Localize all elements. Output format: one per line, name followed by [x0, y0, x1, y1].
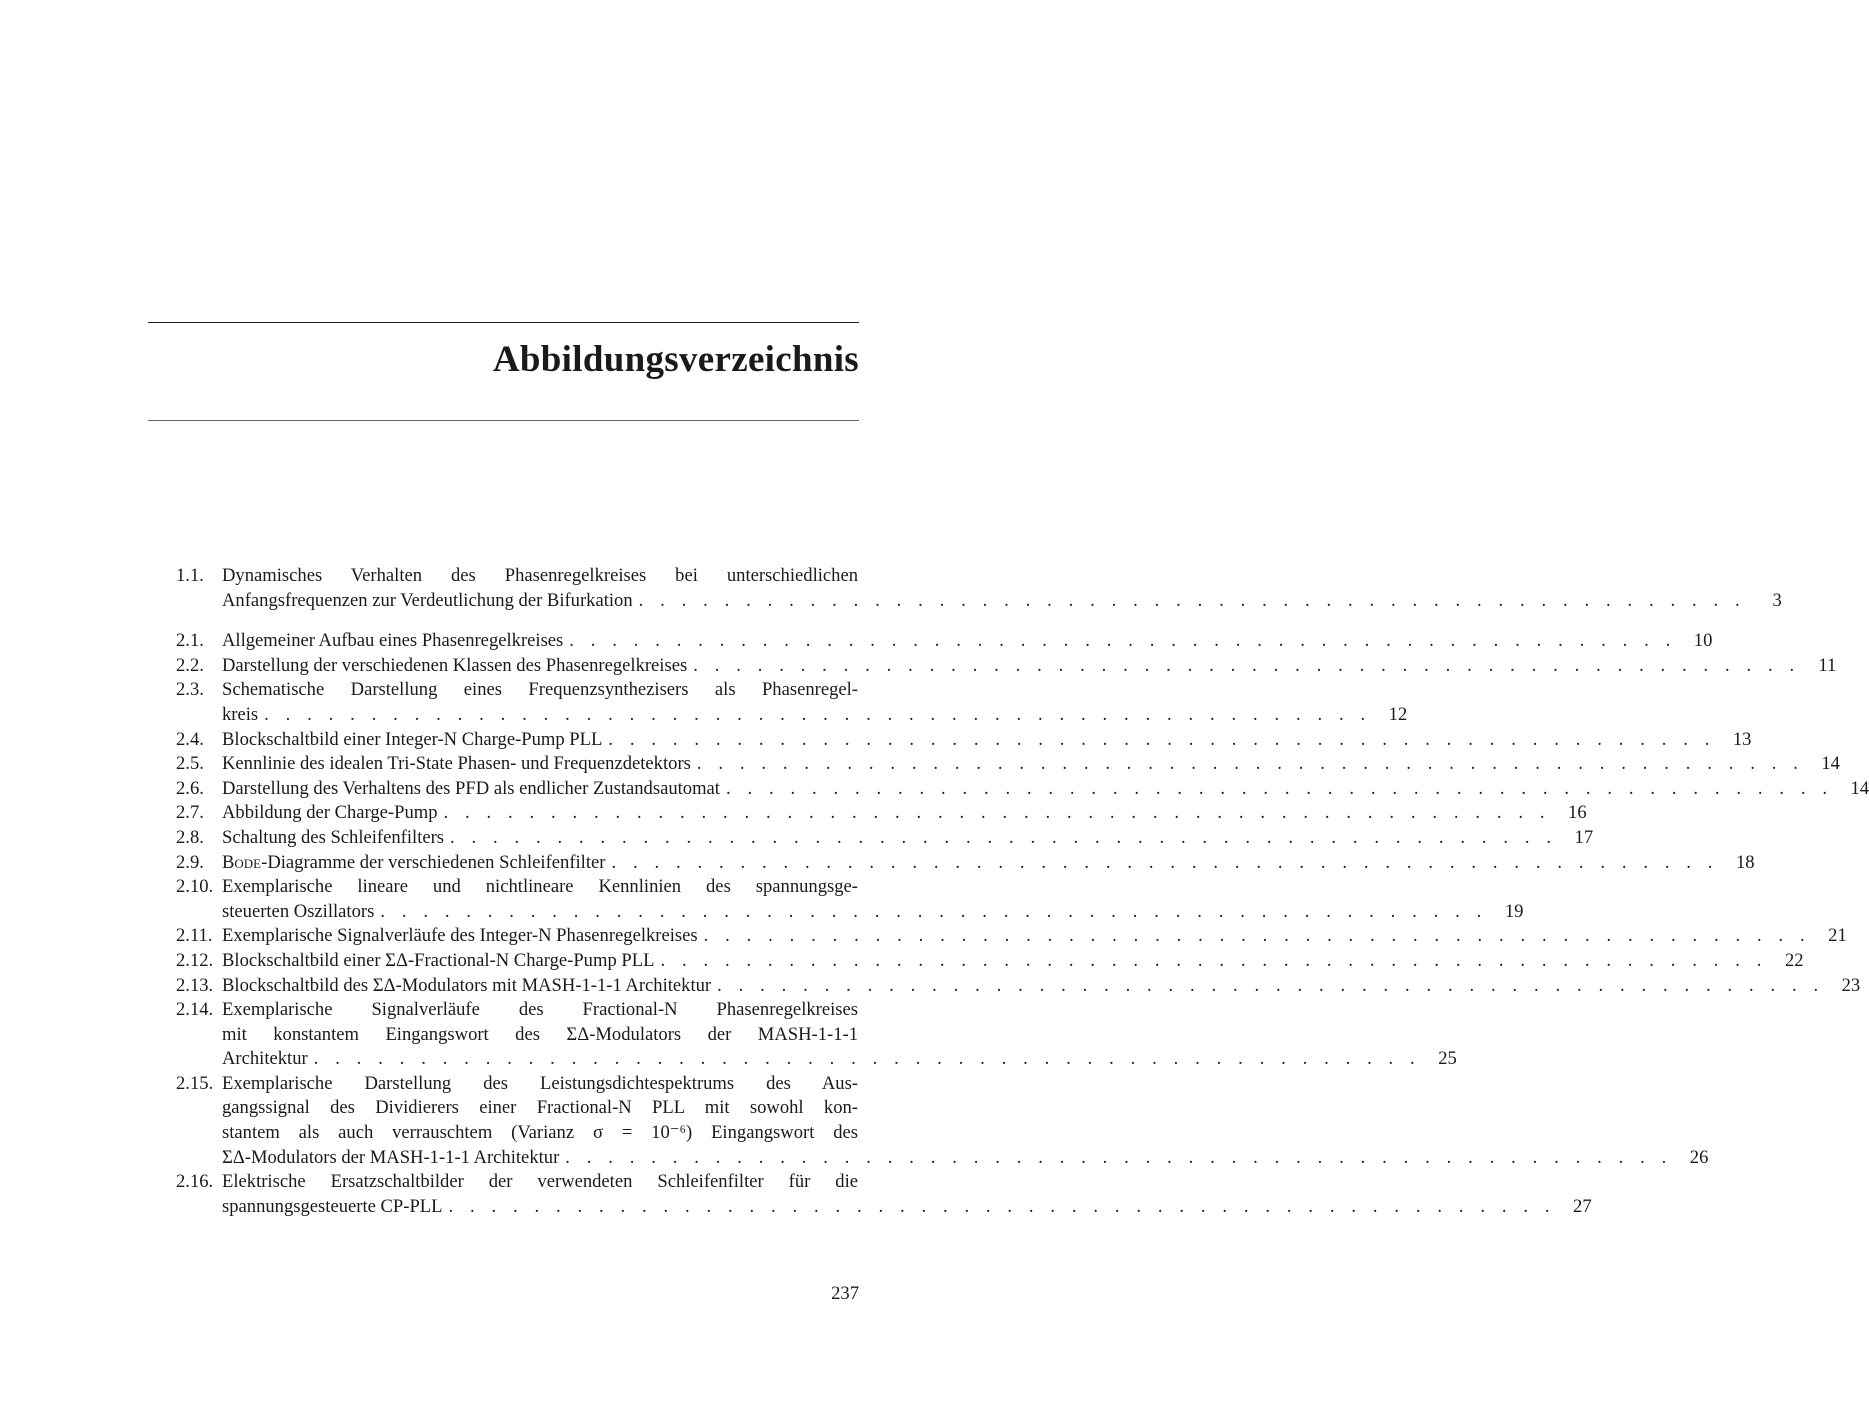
entry-number: 2.1. — [176, 630, 204, 652]
entry-page-number[interactable]: 12 — [1388, 703, 1408, 725]
entry-number: 2.13. — [176, 974, 214, 996]
lof-entry[interactable] — [176, 826, 1594, 851]
entry-page-number[interactable]: 25 — [1438, 1048, 1457, 1070]
dot-leader: . . . . . . . . . . . . . . . . . . . . . . . . . . . . . . . . . . . . . . . . . . . . . . . . . . . . — [565, 1146, 1673, 1168]
entry-caption-text: Blockschaltbild des ΣΔ-Modulators mit MASH-1-1-1 Architektur — [222, 974, 712, 996]
lof-entry[interactable] — [176, 728, 1752, 753]
entry-page-number[interactable]: 26 — [1689, 1146, 1709, 1168]
lof-entry[interactable] — [176, 752, 1840, 777]
entry-caption-line: Elektrische Ersatzschaltbilder der verwendeten Schleifenfilter für die — [222, 1171, 858, 1193]
entry-number: 2.8. — [176, 826, 204, 848]
lof-entry[interactable] — [176, 629, 1713, 654]
entry-page-number[interactable]: 14 — [1850, 777, 1869, 799]
entry-number: 2.6. — [176, 777, 204, 799]
lof-entry[interactable] — [176, 1170, 1592, 1219]
entry-caption-line: Schematische Darstellung eines Frequenzsynthezisers als Phasenregel- — [222, 679, 858, 701]
entry-caption-line: Exemplarische Signalverläufe des Fractional-N Phasenregelkreises — [222, 999, 858, 1021]
entry-caption-last-line — [222, 654, 1837, 679]
entry-page-number[interactable]: 22 — [1784, 949, 1804, 971]
lof-entry[interactable] — [176, 777, 1869, 802]
entry-caption-last-line — [222, 826, 1594, 851]
lof-entry[interactable] — [176, 1072, 1709, 1170]
entry-page-number[interactable]: 18 — [1735, 851, 1755, 873]
dot-leader: . . . . . . . . . . . . . . . . . . . . . . . . . . . . . . . . . . . . . . . . . . . . . . . . . . . . — [569, 630, 1677, 652]
entry-caption-text: Anfangsfrequenzen zur Verdeutlichung der Bifurkation — [222, 589, 633, 611]
entry-caption-text: Architektur — [222, 1048, 308, 1070]
lof-entry[interactable] — [176, 851, 1755, 876]
entry-page-number[interactable]: 14 — [1821, 753, 1840, 775]
entry-page-number[interactable]: 3 — [1772, 589, 1782, 611]
lof-entry[interactable] — [176, 875, 1524, 924]
page-title: Abbildungsverzeichnis — [492, 339, 859, 380]
entry-caption-text: -Diagramme der verschiedenen Schleifenfilter — [261, 851, 606, 873]
entry-caption-text: steuerten Oszillators — [222, 900, 375, 922]
entry-caption-text: Darstellung der verschiedenen Klassen des Phasenregelkreises — [222, 654, 688, 676]
entry-caption-text: Kennlinie des idealen Tri-State Phasen- und Frequenzdetektors — [222, 753, 691, 775]
entry-page-number[interactable]: 27 — [1573, 1195, 1592, 1217]
dot-leader: . . . . . . . . . . . . . . . . . . . . . . . . . . . . . . . . . . . . . . . . . . . . . . . . . . . . — [696, 753, 1804, 775]
entry-number: 2.4. — [176, 728, 204, 750]
entry-number: 2.9. — [176, 851, 204, 873]
entry-caption-last-line — [222, 801, 1587, 826]
entry-caption-text: Allgemeiner Aufbau eines Phasenregelkreises — [222, 630, 564, 652]
lof-entry[interactable] — [176, 678, 1408, 727]
entry-number: 2.10. — [176, 876, 214, 898]
dot-leader: . . . . . . . . . . . . . . . . . . . . . . . . . . . . . . . . . . . . . . . . . . . . . . . . . . . . — [703, 925, 1811, 947]
dot-leader: . . . . . . . . . . . . . . . . . . . . . . . . . . . . . . . . . . . . . . . . . . . . . . . . . . . . — [450, 826, 1558, 848]
lof-entry[interactable] — [176, 949, 1804, 974]
entry-caption-text: spannungsgesteuerte CP-PLL — [222, 1195, 443, 1217]
entry-page-number[interactable]: 17 — [1574, 826, 1594, 848]
title-rule-bottom — [148, 420, 859, 421]
entry-caption-last-line — [222, 974, 1861, 999]
entry-caption-last-line — [222, 900, 1524, 925]
dot-leader: . . . . . . . . . . . . . . . . . . . . . . . . . . . . . . . . . . . . . . . . . . . . . . . . . . . . — [264, 703, 1372, 725]
entry-number: 1.1. — [176, 565, 204, 586]
lof-entry[interactable] — [176, 924, 1847, 949]
entry-caption-line: gangssignal des Dividierers einer Fractional-N PLL mit sowohl kon- — [222, 1097, 858, 1119]
entry-caption-text: Schaltung des Schleifenfilters — [222, 826, 445, 848]
entry-number: 2.7. — [176, 802, 204, 824]
entry-page-number[interactable]: 13 — [1732, 728, 1752, 750]
entry-caption-last-line — [222, 851, 1755, 876]
entry-caption-text: ΣΔ-Modulators der MASH-1-1-1 Architektur — [222, 1146, 560, 1168]
entry-caption-last-line — [222, 1047, 1457, 1072]
dot-leader: . . . . . . . . . . . . . . . . . . . . . . . . . . . . . . . . . . . . . . . . . . . . . . . . . . . . — [313, 1048, 1421, 1070]
dot-leader: . . . . . . . . . . . . . . . . . . . . . . . . . . . . . . . . . . . . . . . . . . . . . . . . . . . . — [608, 728, 1716, 750]
entry-caption-text: kreis — [222, 703, 259, 725]
entry-page-number[interactable]: 10 — [1693, 630, 1713, 652]
entry-caption-last-line — [222, 728, 1752, 753]
dot-leader: . . . . . . . . . . . . . . . . . . . . . . . . . . . . . . . . . . . . . . . . . . . . . . . . . . . . — [638, 589, 1746, 611]
dot-leader: . . . . . . . . . . . . . . . . . . . . . . . . . . . . . . . . . . . . . . . . . . . . . . . . . . . . — [448, 1195, 1556, 1217]
dot-leader: . . . . . . . . . . . . . . . . . . . . . . . . . . . . . . . . . . . . . . . . . . . . . . . . . . . . — [443, 802, 1551, 824]
entry-page-number[interactable]: 11 — [1818, 654, 1837, 676]
entry-caption-last-line — [222, 752, 1840, 777]
entry-caption-last-line — [222, 924, 1847, 949]
lof-entry[interactable] — [176, 654, 1837, 679]
entry-number: 2.3. — [176, 679, 204, 701]
entry-number: 2.16. — [176, 1171, 214, 1193]
entry-caption-last-line — [222, 777, 1869, 802]
dot-leader: . . . . . . . . . . . . . . . . . . . . . . . . . . . . . . . . . . . . . . . . . . . . . . . . . . . . — [693, 654, 1801, 676]
entry-number: 2.11. — [176, 925, 213, 947]
lof-entry[interactable] — [176, 801, 1587, 826]
dot-leader: . . . . . . . . . . . . . . . . . . . . . . . . . . . . . . . . . . . . . . . . . . . . . . . . . . . . — [717, 974, 1825, 996]
entry-caption-line: Dynamisches Verhalten des Phasenregelkreises bei unterschiedlichen — [222, 565, 858, 586]
entry-number: 2.5. — [176, 753, 204, 775]
entry-caption-last-line — [222, 629, 1713, 654]
entry-caption-last-line — [222, 1146, 1709, 1171]
page-number: 237 — [831, 1283, 859, 1304]
dot-leader: . . . . . . . . . . . . . . . . . . . . . . . . . . . . . . . . . . . . . . . . . . . . . . . . . . . . — [611, 851, 1719, 873]
entry-caption-line: mit konstantem Eingangswort des ΣΔ-Modulators der MASH-1-1-1 — [222, 1023, 858, 1045]
lof-entry[interactable] — [176, 564, 1782, 613]
small-caps-name: Bode — [222, 851, 262, 873]
lof-entry[interactable] — [176, 998, 1457, 1072]
entry-caption-line: Exemplarische Darstellung des Leistungsdichtespektrums des Aus- — [222, 1072, 858, 1094]
title-rule-top — [148, 322, 859, 323]
entry-page-number[interactable]: 21 — [1828, 925, 1847, 947]
dot-leader: . . . . . . . . . . . . . . . . . . . . . . . . . . . . . . . . . . . . . . . . . . . . . . . . . . . . — [660, 949, 1768, 971]
entry-caption-text: Blockschaltbild einer Integer-N Charge-Pump PLL — [222, 728, 603, 750]
entry-caption-last-line — [222, 1195, 1592, 1220]
entry-caption-last-line — [222, 703, 1408, 728]
dot-leader: . . . . . . . . . . . . . . . . . . . . . . . . . . . . . . . . . . . . . . . . . . . . . . . . . . . . — [725, 777, 1834, 799]
entry-page-number[interactable]: 23 — [1841, 974, 1861, 996]
entry-number: 2.14. — [176, 999, 214, 1021]
entry-caption-text: Exemplarische Signalverläufe des Integer-N Phasenregelkreises — [222, 925, 698, 947]
list-of-figures — [176, 564, 1869, 1219]
entry-number: 2.15. — [176, 1072, 214, 1094]
lof-entry[interactable] — [176, 974, 1861, 999]
dot-leader: . . . . . . . . . . . . . . . . . . . . . . . . . . . . . . . . . . . . . . . . . . . . . . . . . . . . — [380, 900, 1488, 922]
entry-caption-line: Exemplarische lineare und nichtlineare Kennlinien des spannungsge- — [222, 876, 858, 898]
entry-caption-text: Darstellung des Verhaltens des PFD als endlicher Zustandsautomat — [222, 777, 720, 799]
entry-caption-last-line — [222, 949, 1804, 974]
entry-caption-last-line — [222, 589, 1782, 614]
entry-number: 2.2. — [176, 654, 204, 676]
entry-caption-text: Abbildung der Charge-Pump — [222, 802, 438, 824]
entry-page-number[interactable]: 16 — [1568, 802, 1587, 824]
entry-caption-line: stantem als auch verrauschtem (Varianz σ = 10⁻⁶) Eingangswort des — [222, 1122, 858, 1144]
entry-number: 2.12. — [176, 949, 214, 971]
entry-caption-text: Blockschaltbild einer ΣΔ-Fractional-N Charge-Pump PLL — [222, 949, 655, 971]
entry-page-number[interactable]: 19 — [1504, 900, 1524, 922]
